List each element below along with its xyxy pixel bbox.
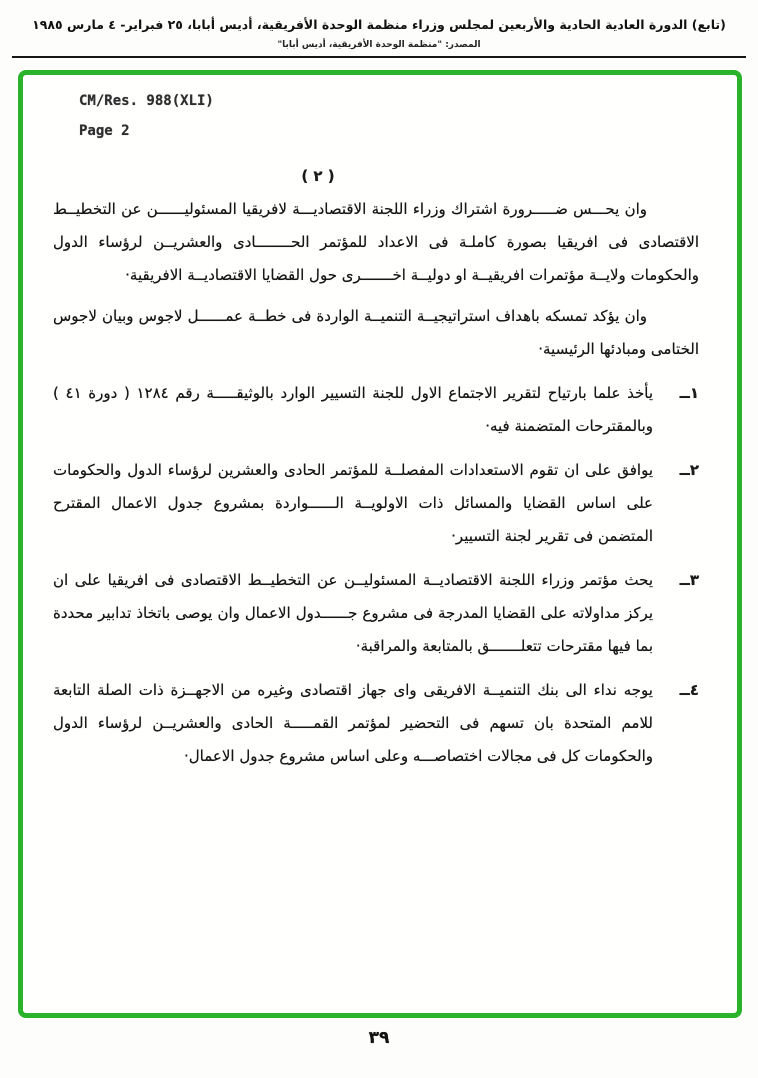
item-text: يأخذ علما بارتياح لتقرير الاجتماع الاول للجنة التسيير الوارد بالوثيقـــــة رقم ١٢٨٤ ( دورة ٤١ ) وبالمقترحات المتضمنة فيه· — [53, 383, 653, 435]
item-text: يوجه نداء الى بنك التنميــة الافريقى واى جهاز اقتصادى وغيره من الاجهــزة ذات الصلة التابعة للامم المتحدة بان تسهم فى التحضير لمؤتمر القمـــــة الحادى والعشريــن لرؤساء الدول والحكومات كل فى مجالات اختصاصـــه وعلى اساس مشروع جدول الاعمال· — [53, 680, 653, 765]
preamble-paragraph-2: وان يؤكد تمسكه باهداف استراتيجيــة التنميــة الواردة فى خطــة عمــــــل لاجوس وبيان لاجوس الختامى ومبادئها الرئيسية· — [53, 306, 699, 358]
page-number: ٣٩ — [368, 1027, 390, 1048]
document-header — [0, 0, 758, 58]
header-title: (تابع) الدورة العادية الحادية والأربعين لمجلس وزراء منظمة الوحدة الأفريقية، أديس أبابا، ٢٥ فبراير- ٤ مارس ١٩٨٥ — [32, 17, 726, 32]
header-divider — [12, 56, 746, 58]
item-text: يحث مؤتمر وزراء اللجنة الاقتصاديــة المسئوليــن عن التخطيــط الاقتصادى فى افريقيا على ان يركز مداولاته على القضايا المدرجة فى مشروع جــــــدول الاعمال وان يوصى باتخاذ تدابير محددة بما فيها مقترحات تتعلـــــــق بالمتابعة والمراقبة· — [53, 570, 653, 655]
list-item — [53, 674, 699, 773]
list-item — [53, 454, 699, 553]
item-text: يوافق على ان تقوم الاستعدادات المفصلــة للمؤتمر الحادى والعشرين لرؤساء الدول والحكومات على اساس القضايا والمسائل ذات الاولويــة الــــــواردة بمشروع جدول الاعمال المقترح المتضمن فى تقرير لجنة التسيير· — [53, 460, 653, 545]
doc-reference: CM/Res. 988(XLI) — [79, 92, 214, 109]
scan-frame — [18, 70, 742, 1018]
item-number: ٤ــ — [679, 680, 699, 699]
item-number: ٢ــ — [679, 460, 699, 479]
preamble-paragraph-1: وان يحـــس ضـــــرورة اشتراك وزراء اللجنة الاقتصاديـــة لافريقيا المسئوليــــــن عن التخطيــط الاقتصادى فى افريقيا بصورة كاملـة فى الاعداد للمؤتمر الحــــــــادى والعشريــن لرؤساء الدول والحكومات ولايــة مؤتمرات افريقيــة او دوليــة اخـــــــرى حول القضايا الاقتصاديــة الافريقية· — [53, 199, 699, 284]
section-number: ( ٢ ) — [301, 166, 335, 185]
header-source: المصدر: "منظمة الوحدة الأفريقية، أديس أبابا" — [277, 39, 481, 50]
document-body — [53, 193, 699, 773]
list-item — [53, 564, 699, 663]
item-number: ١ــ — [679, 383, 699, 402]
doc-page-label: Page 2 — [79, 122, 130, 139]
page-footer — [0, 1028, 758, 1048]
list-item — [53, 377, 699, 443]
item-number: ٣ــ — [679, 570, 699, 589]
